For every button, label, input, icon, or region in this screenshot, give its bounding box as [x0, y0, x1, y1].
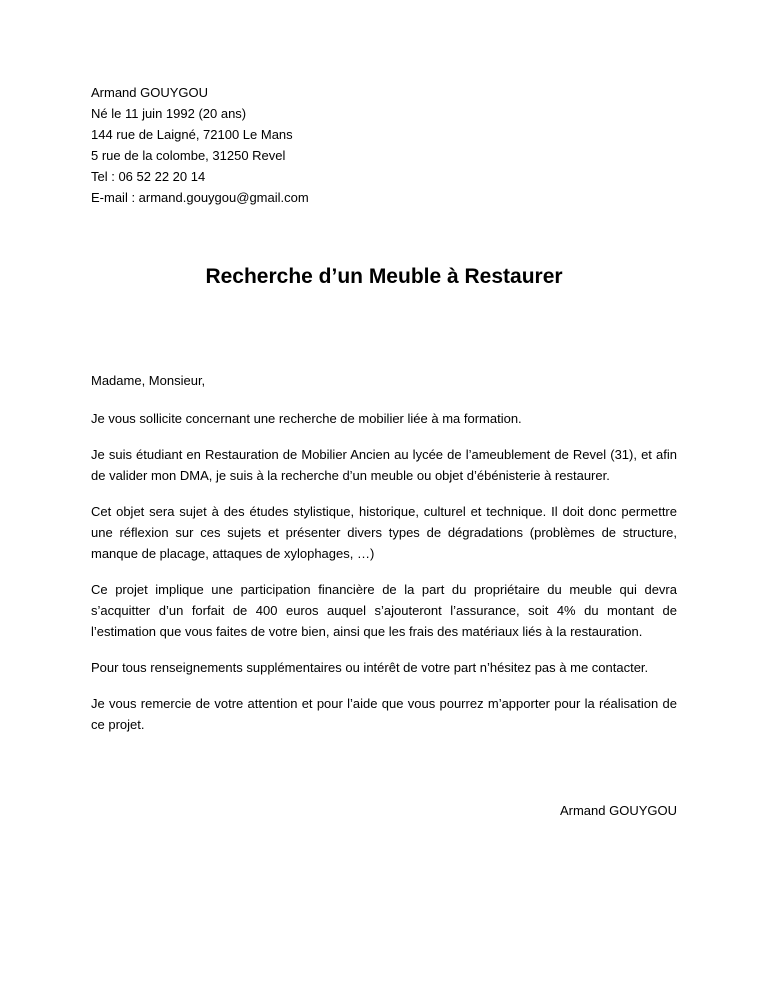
sender-address-1: 144 rue de Laigné, 72100 Le Mans	[91, 127, 293, 142]
sender-name: Armand GOUYGOU	[91, 85, 209, 100]
document-title: Recherche d’un Meuble à Restaurer	[205, 265, 563, 288]
sender-address-2: 5 rue de la colombe, 31250 Revel	[91, 148, 286, 163]
paragraph-contact: Pour tous renseignements supplémentaires ou intérêt de votre part n’hésitez pas à me contacter.	[91, 660, 649, 675]
sender-phone: Tel : 06 52 22 20 14	[91, 169, 206, 184]
paragraph-context: Je suis étudiant en Restauration de Mobilier Ancien au lycée de l’ameublement de Revel (31), et afin de valider mon DMA, je suis à la recherche d’un meuble ou objet d’ébénisterie à restaurer.	[91, 447, 677, 483]
sender-email: E-mail : armand.gouygou@gmail.com	[91, 190, 309, 205]
paragraph-financial-terms: Ce projet implique une participation financière de la part du propriétaire du meuble qui devra s’acquitter d’un forfait de 400 euros auquel s’ajouteront l’assurance, soit 4% du montant de l’estimation que vous faites de votre bien, ainsi que les frais des matériaux liés à la restauration.	[91, 582, 677, 639]
signature: Armand GOUYGOU	[559, 803, 677, 818]
salutation: Madame, Monsieur,	[91, 373, 206, 388]
paragraph-object-requirements: Cet objet sera sujet à des études stylistique, historique, culturel et technique. Il doit donc permettre une réflexion sur ces sujets et présenter divers types de dégradations (problèmes de structure, manque de placage, attaques de xylophages, …)	[91, 504, 677, 561]
sender-block	[91, 82, 309, 208]
paragraph-request: Je vous sollicite concernant une recherche de mobilier liée à ma formation.	[91, 411, 522, 426]
paragraph-thanks: Je vous remercie de votre attention et pour l’aide que vous pourrez m’apporter pour la réalisation de ce projet.	[91, 696, 677, 732]
letter-body	[91, 370, 677, 750]
sender-birth: Né le 11 juin 1992 (20 ans)	[91, 106, 247, 121]
